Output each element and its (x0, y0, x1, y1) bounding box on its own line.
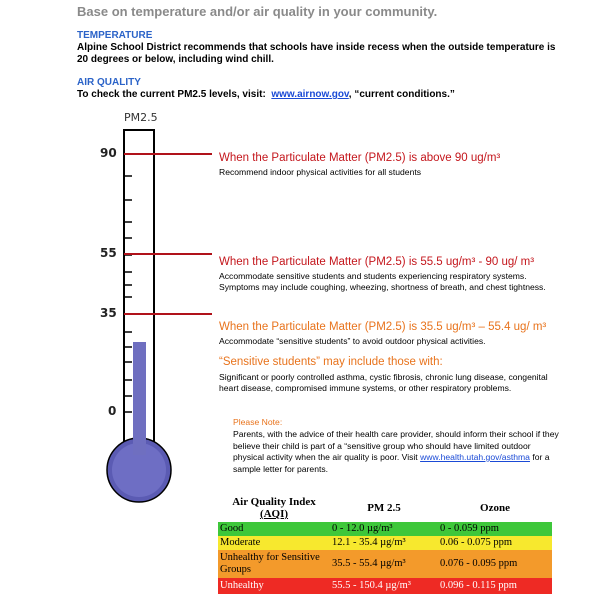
tier-90-title: When the Particulate Matter (PM2.5) is above 90 ug/m³ (219, 152, 501, 164)
airnow-link[interactable]: www.airnow.gov (271, 89, 349, 100)
aqi-link[interactable]: (AQI) (259, 508, 289, 520)
aqi-cell-pm: 12.1 - 35.4 µg/m³ (330, 536, 438, 550)
tier-55-title: When the Particulate Matter (PM2.5) is 55.5 ug/m³ - 90 ug/ m³ (219, 256, 535, 268)
aqi-cell-ozone: 0.06 - 0.075 ppm (438, 536, 552, 550)
aqi-row-unhealthy (218, 578, 552, 594)
tick-label-90: 90 (100, 146, 117, 160)
sensitive-text: Significant or poorly controlled asthma, cystic fibrosis, chronic lung disease, congenital heart disease, compromised immune systems, or other respiratory problems. (219, 372, 548, 393)
aqi-row-moderate (218, 536, 552, 550)
aqi-cell-pm: 55.5 - 150.4 µg/m³ (330, 578, 438, 594)
aqi-header-ozone: Ozone (480, 502, 510, 514)
aqi-cell-pm: 35.5 - 55.4 µg/m³ (330, 550, 438, 578)
health-utah-link[interactable]: www.health.utah.gov/asthma (420, 452, 530, 462)
aqi-row-sensitive (218, 550, 552, 578)
tier-55-text: Accommodate sensitive students and students experiencing respiratory systems. Symptoms may include coughing, wheezing, shortness of breath, and chest tightness. (219, 271, 546, 292)
page-heading: Base on temperature and/or air quality in your community. (77, 4, 438, 19)
tier-35-text: Accommodate “sensitive students” to avoid outdoor physical activities. (219, 336, 486, 346)
tier-35-title: When the Particulate Matter (PM2.5) is 35.5 ug/m³ – 55.4 ug/ m³ (219, 321, 547, 333)
aqi-cell-label: Unhealthy (218, 578, 330, 594)
thermometer-label: PM2.5 (124, 111, 158, 124)
aqi-cell-label: Moderate (218, 536, 330, 550)
temperature-title: TEMPERATURE (77, 30, 153, 41)
aqi-table (218, 494, 552, 594)
aqi-cell-pm: 0 - 12.0 µg/m³ (330, 522, 438, 536)
sensitive-title: “Sensitive students” may include those with: (219, 356, 443, 368)
aqi-header-pm: PM 2.5 (367, 502, 401, 514)
air-quality-text-before: To check the current PM2.5 levels, visit: (77, 89, 266, 100)
tick-label-55: 55 (100, 246, 117, 260)
aqi-header-index-label: Air Quality Index (232, 496, 316, 508)
aqi-header-row (218, 494, 552, 522)
aqi-cell-label: Unhealthy for Sensitive Groups (218, 550, 330, 578)
tier-90-text: Recommend indoor physical activities for all students (219, 167, 422, 177)
tick-label-0: 0 (108, 404, 117, 418)
note-text (233, 429, 563, 475)
note-body: Parents, with the advice of their health care provider, should inform their school if they believe their child is part of a “sensitive group who should have limited outdoor physical activity when the air quality is poor. Visit (233, 429, 559, 462)
aqi-cell-ozone: 0 - 0.059 ppm (438, 522, 552, 536)
note-text-after: for a sample letter for parents. (233, 452, 550, 474)
air-quality-text-after: , “current conditions.” (348, 89, 455, 100)
thermometer-neck (133, 425, 146, 455)
air-quality-title: AIR QUALITY (77, 77, 141, 88)
aqi-header-index (218, 494, 330, 522)
aqi-row-good (218, 522, 552, 536)
aqi-cell-ozone: 0.076 - 0.095 ppm (438, 550, 552, 578)
temperature-text: Alpine School District recommends that schools have inside recess when the outside temperature is 20 degrees or below, including wind chill. (77, 42, 556, 65)
aqi-cell-ozone: 0.096 - 0.115 ppm (438, 578, 552, 594)
note-title: Please Note: (233, 417, 283, 427)
tick-label-35: 35 (100, 306, 117, 320)
aqi-cell-label: Good (218, 522, 330, 536)
